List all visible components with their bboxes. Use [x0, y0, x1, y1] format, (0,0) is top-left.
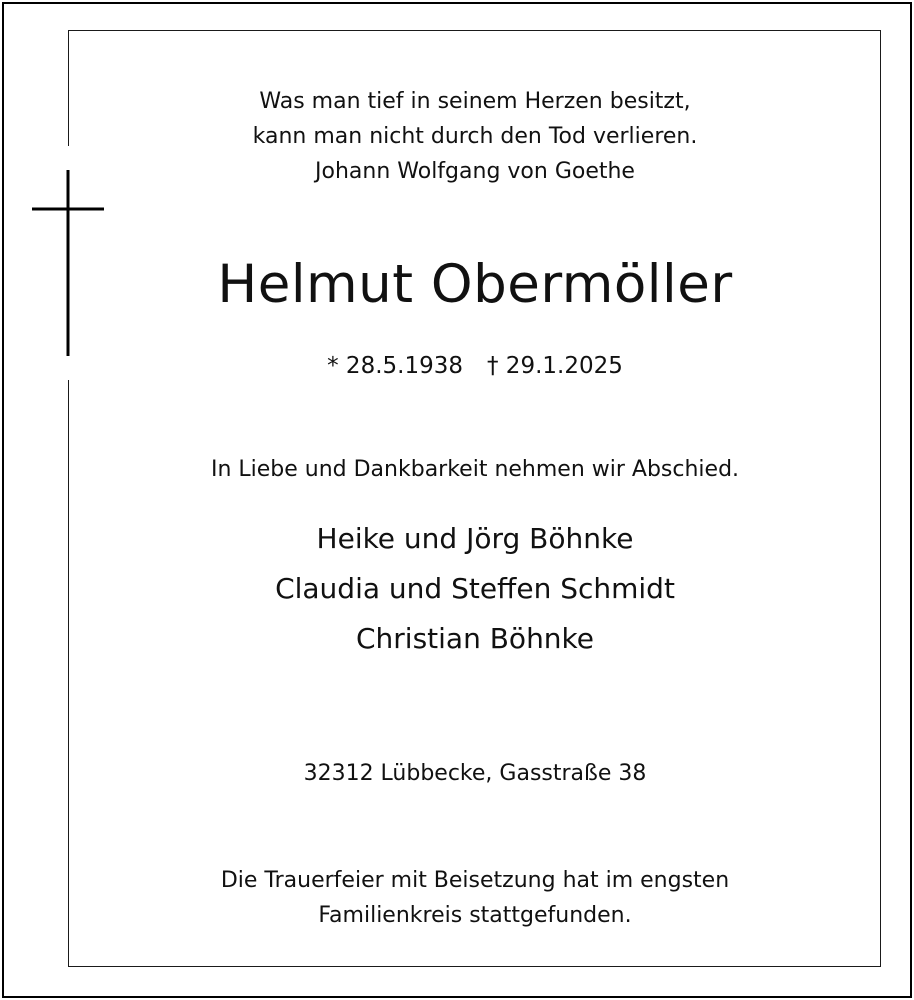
- quote-line-2: kann man nicht durch den Tod verlieren.: [252, 124, 698, 149]
- mourners-list: [70, 514, 880, 664]
- mourner-name: Claudia und Steffen Schmidt: [275, 572, 675, 605]
- quote-author: Johann Wolfgang von Goethe: [315, 159, 635, 184]
- deceased-name: Helmut Obermöller: [217, 254, 733, 315]
- birth-date: * 28.5.1938: [327, 353, 463, 379]
- funeral-notice: [70, 863, 880, 933]
- death-date: † 29.1.2025: [487, 353, 623, 379]
- mourner-name: Heike und Jörg Böhnke: [316, 522, 634, 555]
- mourner-name: Christian Böhnke: [355, 622, 594, 655]
- quote-line-1: Was man tief in seinem Herzen besitzt,: [259, 89, 691, 114]
- goethe-quote: [70, 84, 880, 189]
- life-dates: [70, 348, 880, 384]
- notice-line-1: Die Trauerfeier mit Beisetzung hat im engsten: [220, 868, 730, 893]
- farewell-text: In Liebe und Dankbarkeit nehmen wir Abschied.: [210, 457, 740, 482]
- notice-line-2: Familienkreis stattgefunden.: [318, 903, 632, 928]
- address: 32312 Lübbecke, Gasstraße 38: [303, 761, 647, 786]
